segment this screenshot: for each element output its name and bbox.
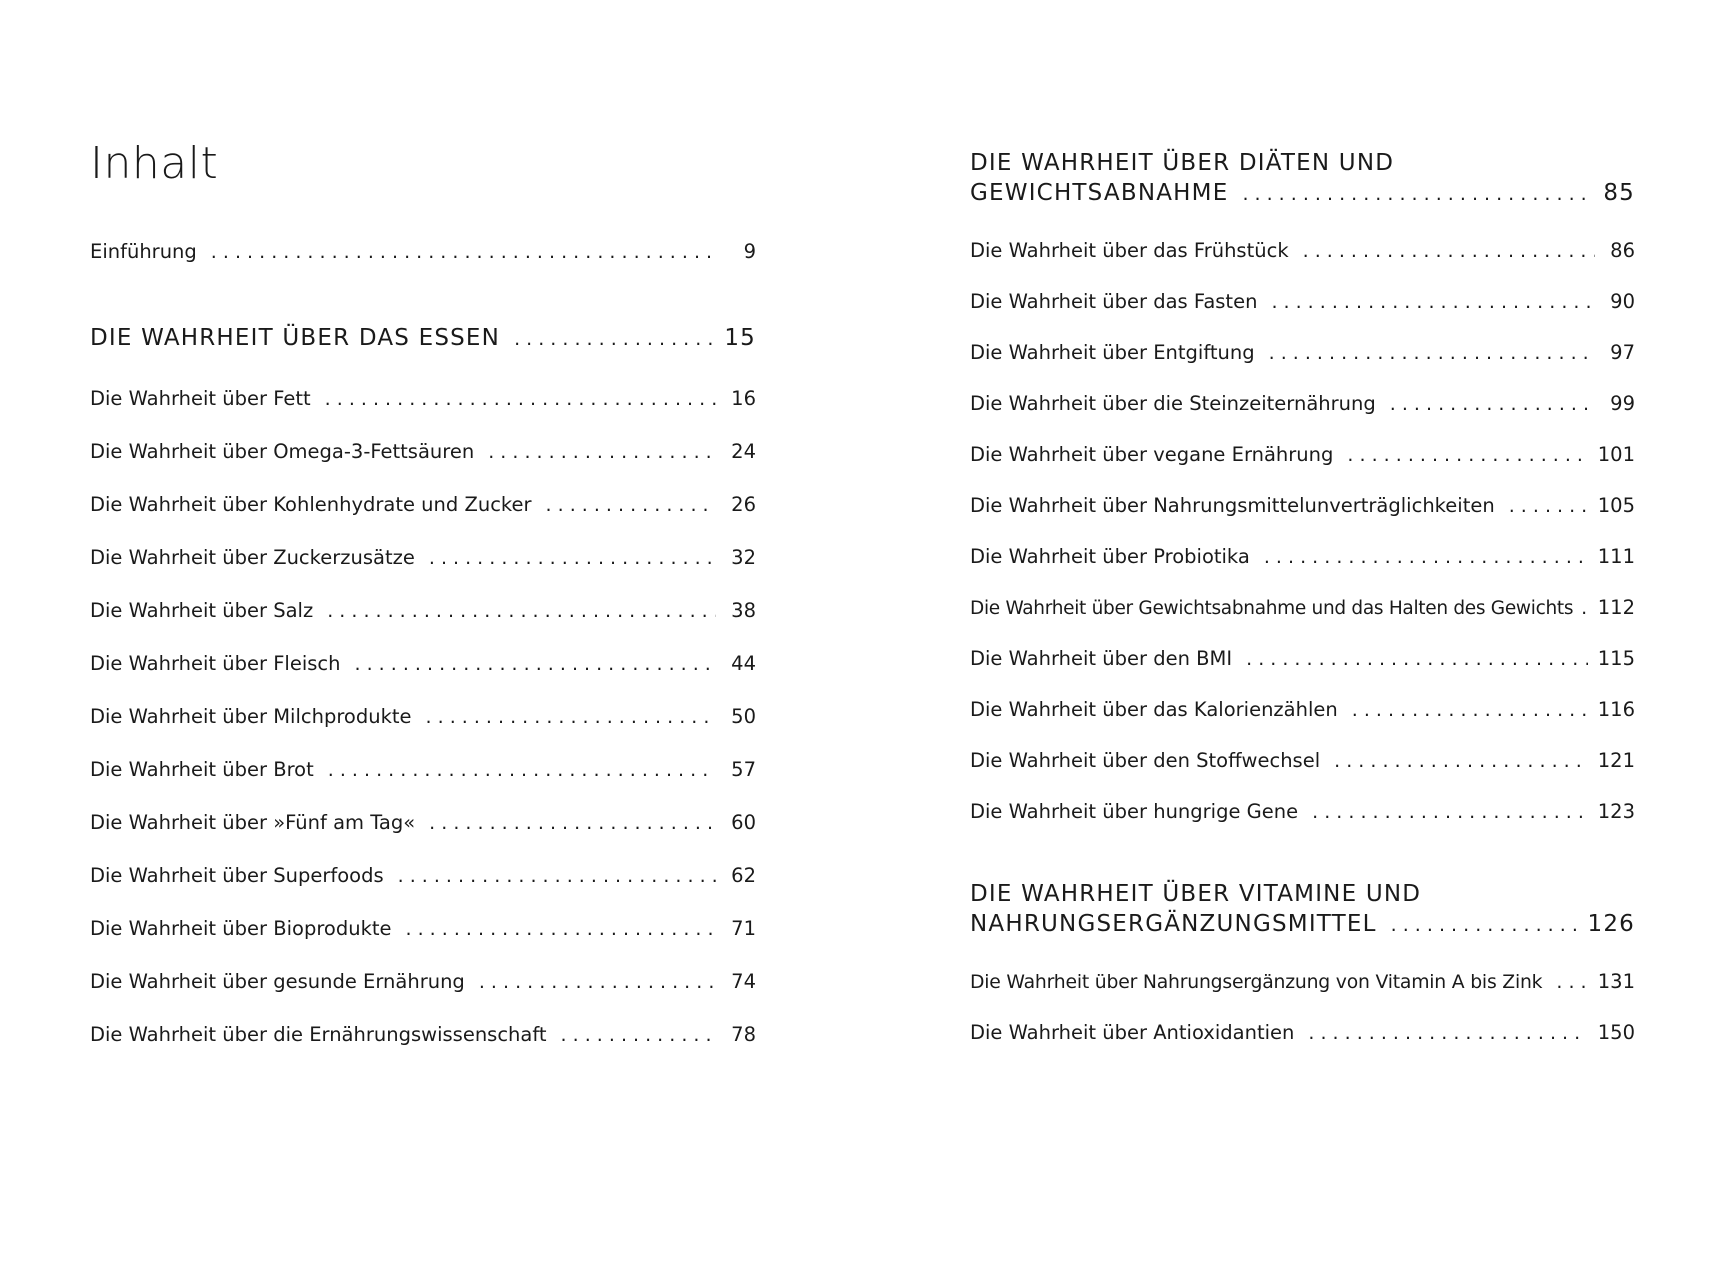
toc-entry-page: 44 — [731, 652, 756, 675]
dot-leader — [1347, 446, 1587, 465]
toc-section-line1: DIE WAHRHEIT ÜBER DIÄTEN UND — [970, 150, 1395, 176]
toc-entry-label: Die Wahrheit über Brot — [90, 758, 314, 781]
toc-entry[interactable] — [970, 972, 1635, 993]
toc-section-page: 15 — [724, 325, 756, 351]
toc-entry[interactable] — [970, 802, 1635, 822]
dot-leader — [1271, 293, 1595, 312]
dot-leader — [1312, 803, 1588, 822]
dot-leader — [1556, 973, 1587, 992]
toc-entry-label: Die Wahrheit über das Frühstück — [970, 239, 1289, 262]
toc-entry-page: 16 — [731, 387, 756, 410]
dot-leader — [1391, 916, 1578, 935]
toc-entry-label: Die Wahrheit über Zuckerzusätze — [90, 546, 415, 569]
toc-entry[interactable] — [970, 496, 1635, 516]
toc-entry-label: Die Wahrheit über den BMI — [970, 647, 1233, 670]
toc-entry-label: Die Wahrheit über den Stoffwechsel — [970, 749, 1321, 772]
toc-entry[interactable] — [970, 649, 1635, 669]
toc-section-page: 126 — [1587, 911, 1635, 937]
dot-leader — [1334, 752, 1588, 771]
dot-leader — [355, 655, 716, 674]
toc-entry-page: 99 — [1610, 392, 1635, 415]
toc-entry[interactable] — [90, 760, 756, 780]
toc-entry-label: Die Wahrheit über Entgiftung — [970, 341, 1255, 364]
toc-entry-label: Die Wahrheit über Fett — [90, 387, 311, 410]
toc-entry-page: 131 — [1597, 970, 1635, 993]
toc-entry[interactable] — [90, 495, 756, 515]
toc-entry[interactable] — [90, 813, 756, 833]
dot-leader — [1246, 650, 1588, 669]
toc-entry-label: Die Wahrheit über Probiotika — [970, 545, 1250, 568]
toc-entry-label: Einführung — [90, 240, 197, 263]
toc-entry-page: 78 — [731, 1023, 756, 1046]
toc-entry-label: Die Wahrheit über Superfoods — [90, 864, 384, 887]
dot-leader — [429, 814, 716, 833]
toc-entry[interactable] — [970, 394, 1635, 414]
dot-leader — [1352, 701, 1588, 720]
toc-entry-label: Die Wahrheit über vegane Ernährung — [970, 443, 1334, 466]
toc-entry[interactable] — [90, 442, 756, 462]
dot-leader — [1269, 344, 1595, 363]
dot-leader — [328, 761, 716, 780]
toc-entry-page: 90 — [1610, 290, 1635, 313]
toc-entry[interactable] — [970, 241, 1635, 261]
toc-entry-page: 24 — [731, 440, 756, 463]
toc-entry-page: 105 — [1597, 494, 1635, 517]
dot-leader — [1264, 548, 1588, 567]
toc-entry-page: 116 — [1597, 698, 1635, 721]
dot-leader — [398, 867, 716, 886]
toc-section-essen[interactable] — [90, 327, 756, 350]
toc-entry-page: 32 — [731, 546, 756, 569]
toc-entry-label: Die Wahrheit über das Kalorienzählen — [970, 698, 1338, 721]
toc-entry-label: Die Wahrheit über Salz — [90, 599, 314, 622]
toc-entry-page: 121 — [1597, 749, 1635, 772]
toc-entry[interactable] — [90, 389, 756, 409]
toc-entry-page: 74 — [731, 970, 756, 993]
toc-entry[interactable] — [90, 972, 756, 992]
toc-entry-page: 9 — [743, 240, 756, 263]
toc-entry-label: Die Wahrheit über hungrige Gene — [970, 800, 1299, 823]
toc-entry-label: Die Wahrheit über die Ernährungswissenschaft — [90, 1023, 547, 1046]
toc-entry-label: Die Wahrheit über das Fasten — [970, 290, 1258, 313]
toc-right-column — [970, 0, 1635, 1270]
toc-entry[interactable] — [90, 601, 756, 621]
toc-entry-label: Die Wahrheit über Bioprodukte — [90, 917, 392, 940]
toc-entry-page: 115 — [1597, 647, 1635, 670]
dot-leader — [325, 390, 716, 409]
page-title: Inhalt — [90, 138, 219, 189]
toc-entry[interactable] — [970, 700, 1635, 720]
toc-section-page: 85 — [1603, 180, 1635, 206]
toc-entry[interactable] — [90, 707, 756, 727]
toc-entry[interactable] — [90, 1025, 756, 1045]
dot-leader — [1390, 395, 1595, 414]
toc-entry[interactable] — [970, 292, 1635, 312]
toc-entry-page: 123 — [1597, 800, 1635, 823]
toc-entry-page: 57 — [731, 758, 756, 781]
toc-entry-label: Die Wahrheit über die Steinzeiternährung — [970, 392, 1376, 415]
toc-entry-page: 86 — [1610, 239, 1635, 262]
toc-entry[interactable] — [90, 866, 756, 886]
toc-entry-page: 111 — [1597, 545, 1635, 568]
toc-entry-page: 112 — [1597, 596, 1635, 619]
toc-entry[interactable] — [970, 547, 1635, 567]
toc-entry-label: Die Wahrheit über Omega-3-Fettsäuren — [90, 440, 475, 463]
toc-entry-page: 38 — [731, 599, 756, 622]
dot-leader — [1308, 1024, 1587, 1043]
toc-entry-page: 62 — [731, 864, 756, 887]
toc-section-line1: DIE WAHRHEIT ÜBER VITAMINE UND — [970, 881, 1422, 907]
toc-entry-page: 50 — [731, 705, 756, 728]
toc-entry-label: Die Wahrheit über Kohlenhydrate und Zucker — [90, 493, 532, 516]
dot-leader — [1509, 497, 1588, 516]
toc-entry[interactable] — [970, 1023, 1635, 1043]
toc-entry-intro[interactable] — [90, 242, 756, 262]
dot-leader — [429, 549, 716, 568]
dot-leader — [1303, 242, 1595, 261]
dot-leader — [406, 920, 716, 939]
toc-entry-page: 97 — [1610, 341, 1635, 364]
toc-entry[interactable] — [90, 654, 756, 674]
toc-entry-label: Die Wahrheit über Milchprodukte — [90, 705, 412, 728]
dot-leader — [211, 243, 716, 262]
toc-section-label: NAHRUNGSERGÄNZUNGSMITTEL — [970, 911, 1377, 937]
toc-entry-page: 150 — [1597, 1021, 1635, 1044]
toc-entry-label: Die Wahrheit über Nahrungsmittelunverträglichkeiten — [970, 494, 1495, 517]
toc-entry[interactable] — [970, 751, 1635, 771]
dot-leader — [479, 973, 716, 992]
dot-leader — [488, 443, 716, 462]
toc-entry[interactable] — [90, 548, 756, 568]
toc-section-label: DIE WAHRHEIT ÜBER DAS ESSEN — [90, 325, 501, 351]
toc-entry-label: Die Wahrheit über Gewichtsabnahme und das Halten des Gewichts — [970, 598, 1574, 619]
dot-leader — [1242, 185, 1593, 204]
toc-section-diaeten[interactable] — [970, 182, 1635, 205]
toc-entry-label: Die Wahrheit über Fleisch — [90, 652, 341, 675]
toc-entry-page: 71 — [731, 917, 756, 940]
dot-leader — [1581, 599, 1588, 618]
toc-entry-label: Die Wahrheit über Nahrungsergänzung von Vitamin A bis Zink — [970, 972, 1543, 993]
dot-leader — [426, 708, 716, 727]
toc-entry-label: Die Wahrheit über »Fünf am Tag« — [90, 811, 416, 834]
toc-entry-label: Die Wahrheit über gesunde Ernährung — [90, 970, 465, 993]
toc-entry[interactable] — [970, 343, 1635, 363]
dot-leader — [561, 1026, 716, 1045]
toc-section-label: GEWICHTSABNAHME — [970, 180, 1229, 206]
dot-leader — [546, 496, 716, 515]
toc-entry[interactable] — [970, 598, 1635, 619]
toc-section-vitamine[interactable] — [970, 913, 1635, 936]
dot-leader — [327, 602, 716, 621]
toc-left-column — [90, 0, 756, 1270]
toc-entry-page: 101 — [1597, 443, 1635, 466]
toc-entry-page: 26 — [731, 493, 756, 516]
dot-leader — [514, 330, 714, 349]
toc-entry[interactable] — [970, 445, 1635, 465]
toc-entry-page: 60 — [731, 811, 756, 834]
toc-entry-label: Die Wahrheit über Antioxidantien — [970, 1021, 1295, 1044]
toc-entry[interactable] — [90, 919, 756, 939]
